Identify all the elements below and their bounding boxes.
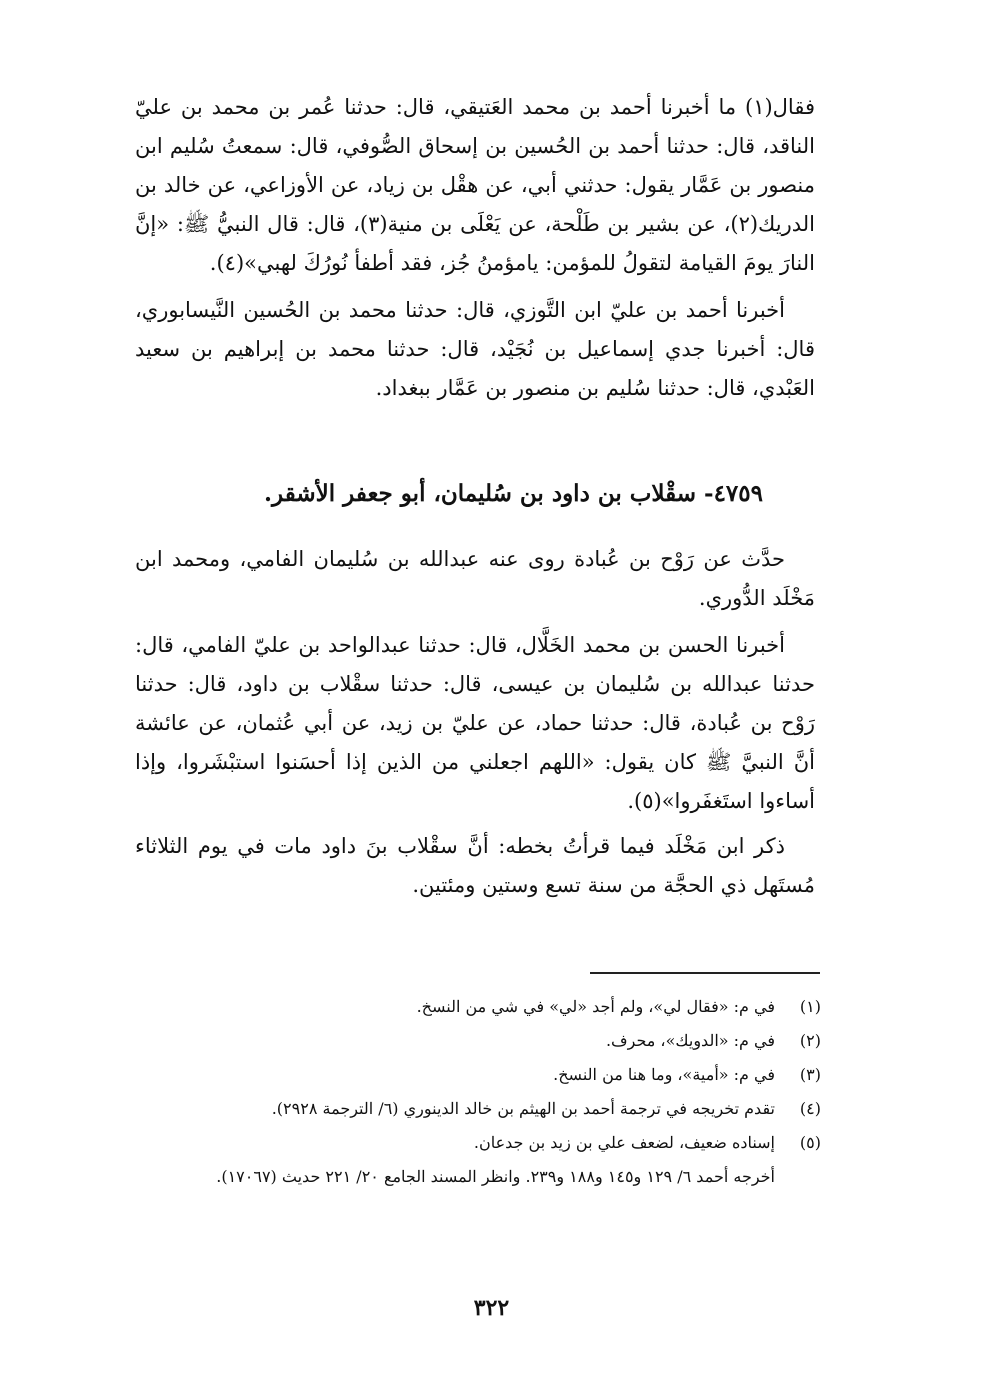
main-text-lower — [135, 540, 815, 905]
paragraph-2: أخبرنا أحمد بن عليّ ابن التَّوزي، قال: حدثنا محمد بن الحُسين النَّيسابوري، قال: أخبرنا جدي إسماعيل بن نُجَيْد، قال: حدثنا محمد بن إبراهيم بن سعيد العَبْدي، قال: حدثنا سُليم بن منصور بن عَمَّار ببغداد. — [135, 298, 815, 400]
footnote-3 — [121, 1058, 821, 1092]
footnote-text: إسناده ضعيف، لضعف علي بن زيد بن جدعان. — [473, 1133, 775, 1152]
footnote-2 — [121, 1024, 821, 1058]
footnote-number: (٢) — [799, 1031, 821, 1050]
paragraph-1: فقال(١) ما أخبرنا أحمد بن محمد العَتيقي، قال: حدثنا عُمر بن محمد بن عليّ الناقد، قال: حدثنا أحمد بن الحُسين بن إسحاق الصُّوفي، قال: سمعتُ سُليم ابن منصور بن عَمَّار يقول: حدثني أبي، عن هقْل بن زياد، عن الأوزاعي، عن خالد بن الدريك(٢)، عن بشير بن طَلْحة، عن يَعْلَى بن منية(٣)، قال: قال النبيُّ ﷺ: «إنَّ النارَ يومَ القيامة لتقولُ للمؤمن: يامؤمنُ جُز، فقد أطفأ نُورُكَ لهبي»(٤). — [135, 95, 815, 275]
footnote-text: في م: «الدويك»، محرف. — [605, 1031, 775, 1050]
main-text-upper — [135, 88, 815, 408]
footnote-text: في م: «أمية»، وما هنا من النسخ. — [553, 1065, 775, 1084]
page-number: ٣٢٢ — [473, 1295, 510, 1321]
footnote-5 — [121, 1126, 821, 1160]
footnote-number: (٣) — [799, 1065, 821, 1084]
footnote-text: في م: «فقال لي»، ولم أجد «لي» في شي من النسخ. — [416, 997, 775, 1016]
footnote-number: (٤) — [799, 1099, 821, 1118]
footnotes — [121, 990, 821, 1192]
paragraph-4: أخبرنا الحسن بن محمد الخَلَّال، قال: حدثنا عبدالواحد بن عليّ الفامي، قال: حدثنا عبدالله بن سُليمان بن عيسى، قال: حدثنا سقْلاب بن داود، قال: حدثنا رَوْح بن عُبادة، قال: حدثنا حماد، عن عليّ بن زيد، عن أبي عُثمان، عن عائشة أنَّ النبيَّ ﷺ كان يقول: «اللهم اجعلني من الذين إذا أحسَنوا استبْشَروا، وإذا أساءوا استَغفَروا»(٥). — [135, 633, 815, 813]
paragraph-3: حدَّث عن رَوْح بن عُبادة روى عنه عبدالله بن سُليمان الفامي، ومحمد ابن مَخْلَد الدُّوري. — [135, 547, 815, 610]
entry-heading: ٤٧٥٩- سقْلاب بن داود بن سُليمان، أبو جعفر الأشقر. — [264, 480, 763, 507]
footnote-1 — [121, 990, 821, 1024]
footnote-number: (٥) — [799, 1133, 821, 1152]
footnote-number: (١) — [799, 997, 821, 1016]
footnote-5-continuation: أخرجه أحمد ٦/ ١٢٩ و١٤٥ و١٨٨ و٢٣٩. وانظر المسند الجامع ٢٠/ ٢٢١ حديث (١٧٠٦٧). — [216, 1167, 775, 1186]
footnote-text: تقدم تخريجه في ترجمة أحمد بن الهيثم بن خالد الدينوري (٦/ الترجمة ٢٩٢٨). — [271, 1099, 775, 1118]
paragraph-5: ذكر ابن مَخْلَد فيما قرأتُ بخطه: أنَّ سقْلاب بنَ داود مات في يوم الثلاثاء مُستَهل ذي الحجَّة من سنة تسع وستين ومئتين. — [135, 834, 815, 897]
footnote-4 — [121, 1092, 821, 1126]
footnote-separator — [590, 972, 820, 974]
